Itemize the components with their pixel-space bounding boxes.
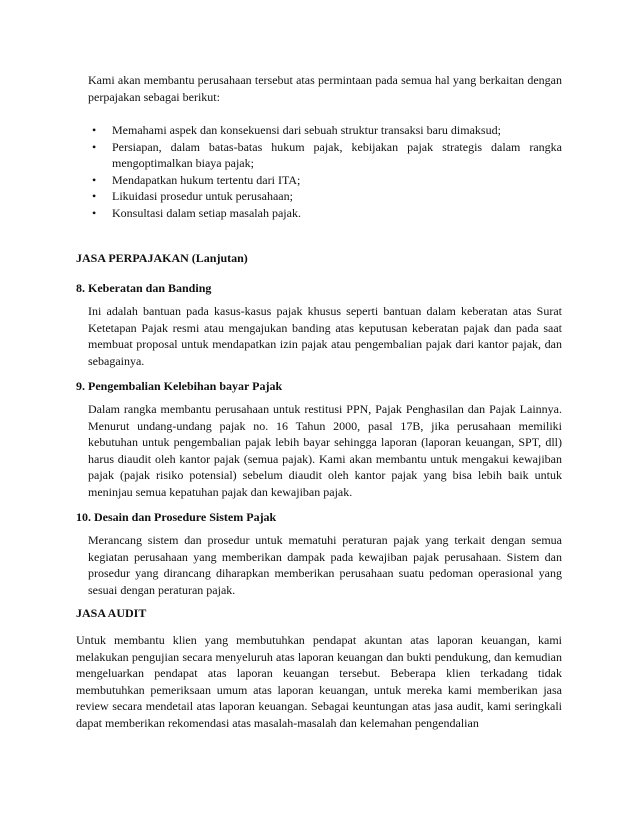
item-heading: 9. Pengembalian Kelebihan bayar Pajak (76, 379, 283, 393)
bullet-icon: • (92, 139, 97, 154)
item-10-body (88, 532, 562, 598)
audit-title: JASA AUDIT (76, 606, 147, 620)
list-item (88, 188, 562, 205)
item-text: Ini adalah bantuan pada kasus-kasus pajak khusus seperti bantuan dalam keberatan atas Surat Ketetapan Pajak resmi atau mengajukan banding atas keputusan keberatan pajak dan pada saat membuat proposal untuk mendapatkan izin pajak atau pengembalian pajak dari kantor pajak, dan sebagainya. (88, 304, 562, 368)
item-10-heading-wrapper (76, 509, 562, 526)
list-item (88, 205, 562, 222)
item-8-body (88, 303, 562, 369)
bullet-icon: • (92, 189, 97, 203)
intro-paragraph: Kami akan membantu perusahaan tersebut atas permintaan pada semua hal yang berkaitan dengan perpajakan sebagai berikut: (88, 73, 562, 104)
audit-body (76, 632, 562, 731)
item-heading: 8. Keberatan dan Banding (76, 281, 212, 295)
item-8-heading-wrapper (76, 280, 562, 297)
bullet-text: Konsultasi dalam setiap masalah pajak. (112, 205, 301, 220)
item-9-body (88, 401, 562, 500)
audit-text: Untuk membantu klien yang membutuhkan pendapat akuntan atas laporan keuangan, kami melakukan pengujian secara menyeluruh atas laporan keuangan dan bukti pendukung, dan kemudian mengeluarkan pendapat atas laporan keuangan tersebut. Beberapa klien terkadang tidak membutuhkan pemeriksaan umum atas laporan keuangan, untuk mereka kami memberikan jasa review secara mendetail atas laporan keuangan. Sebagai keuntungan atas jasa audit, kami seringkali dapat memberikan rekomendasi atas masalah-masalah dan kelemahan pengendalian (76, 633, 562, 730)
list-item (88, 139, 562, 172)
bullet-text: Persiapan, dalam batas-batas hukum pajak, kebijakan pajak strategis dalam rangka mengoptimalkan biaya pajak; (112, 139, 562, 170)
audit-title-wrapper (76, 605, 562, 622)
bullet-text: Mendapatkan hukum tertentu dari ITA; (112, 172, 301, 187)
list-item (88, 122, 562, 139)
bullet-icon: • (92, 205, 97, 220)
list-item (88, 172, 562, 189)
item-text: Merancang sistem dan prosedur untuk mematuhi peraturan pajak yang terkait dengan semua kegiatan perusahaan yang memberikan dampak pada kewajiban pajak perusahaan. Sistem dan prosedur yang dirancang diharapkan memberikan perusahaan suatu pedoman operasional yang sesuai dengan peraturan pajak. (88, 533, 562, 597)
bullet-text: Memahami aspek dan konsekuensi dari sebuah struktur transaksi baru dimaksud; (112, 123, 501, 137)
section-title-wrapper (76, 250, 562, 267)
item-text: Dalam rangka membantu perusahaan untuk restitusi PPN, Pajak Penghasilan dan Pajak Lainnya. Menurut undang-undang pajak no. 16 Tahun 2000, pasal 17B, jika perusahaan memiliki kebutuhan untuk pengembalian pajak lebih bayar sehingga laporan (laporan keuangan, SPT, dll) harus diaudit oleh kantor pajak (semua pajak). Kami akan membantu untuk mengakui kewajiban pajak (pajak risiko potensial) sebelum diaudit oleh kantor pajak yang bisa lebih baik untuk meninjau semua kepatuhan pajak dan kewajiban pajak. (88, 402, 562, 499)
bullet-text: Likuidasi prosedur untuk perusahaan; (112, 189, 293, 203)
item-9-heading-wrapper (76, 378, 562, 395)
bullet-icon: • (92, 123, 97, 137)
intro-bullet-list (88, 122, 562, 221)
intro-section (88, 72, 562, 105)
bullet-icon: • (92, 172, 97, 187)
item-heading: 10. Desain dan Prosedure Sistem Pajak (76, 510, 277, 524)
section-title: JASA PERPAJAKAN (Lanjutan) (76, 251, 248, 265)
